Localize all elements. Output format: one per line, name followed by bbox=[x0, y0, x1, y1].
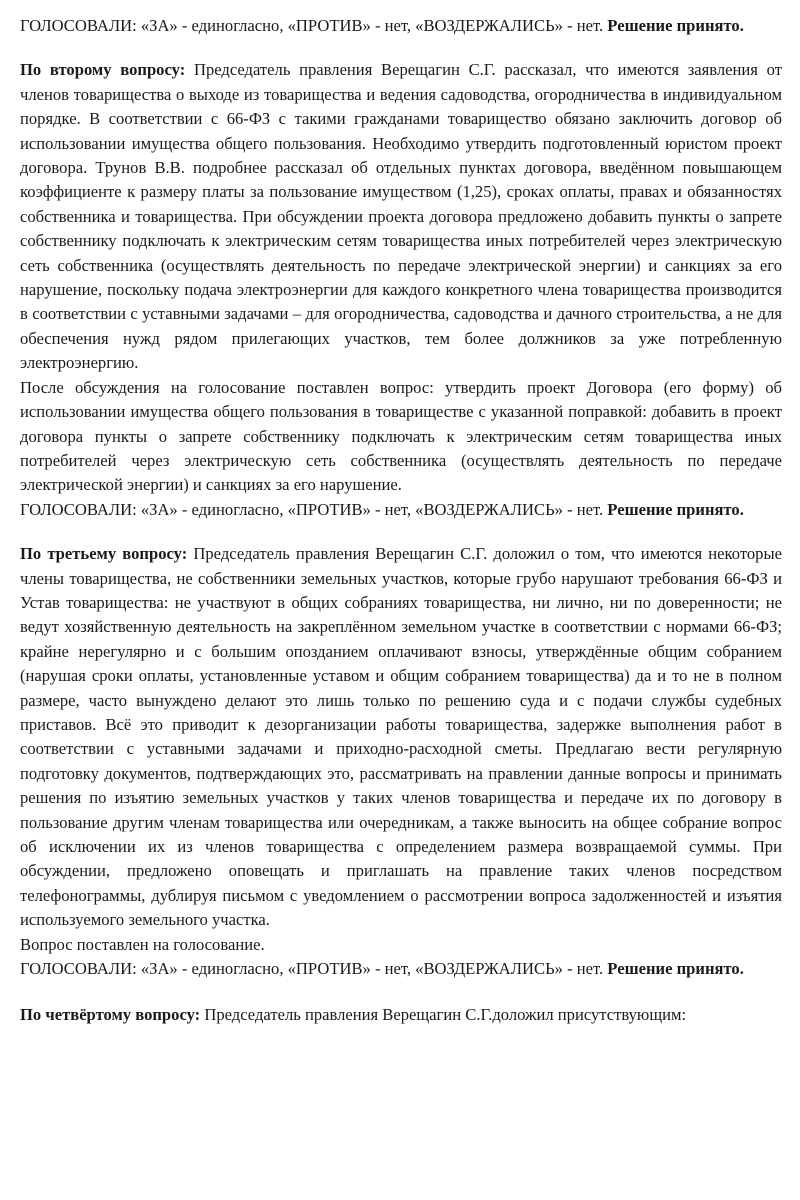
question-3-paragraph bbox=[20, 542, 782, 933]
question-3-vote-call: Вопрос поставлен на голосование. bbox=[20, 934, 265, 954]
decision-text: Решение принято. bbox=[607, 959, 744, 979]
question-3-body: Председатель правления Верещагин С.Г. доложил о том, что имеются некоторые члены товарищества, не собственники земельных участков, которые грубо нарушают требования 66-ФЗ и Устав товарищества: не участвуют в общих собраниях товарищества, ни лично, ни по доверенности; не ведут хозяйственную деятельность на закреплённом земельном участке в соответствии с нормами 66-ФЗ; крайне нерегулярно и с большим опозданием оплачивают взносы, утверждённые общим собранием (нарушая сроки оплаты, установленные уставом и общим собранием товарищества) да и то не в полном размере, часто вынуждено делают это лишь только по решению суда и с подачи службы судебных приставов. Всё это приводит к дезорганизации работы товарищества, задержке выполнения работ в соответствии с уставными задачами и приходно-расходной сметы. Предлагаю вести регулярную подготовку документов, подтверждающих это, рассматривать на правлении данные вопросы и принимать решения по изъятию земельных участков у таких членов товарищества и передаче их по договору в пользование другим членам товарищества или очередникам, а также выносить на общее собрание вопрос об исключении их из членов товарищества с определением размера возвращаемой суммы. При обсуждении, предложено оповещать и приглашать на правление таких членов посредством телефонограммы, дублируя письмом с уведомлением о рассмотрении вопроса задолженностей и изъятия используемого земельного участка. bbox=[20, 544, 782, 930]
vote-line-text: ГОЛОСОВАЛИ: «ЗА» - единогласно, «ПРОТИВ» - нет, «ВОЗДЕРЖАЛИСЬ» - нет. bbox=[20, 499, 604, 519]
question-2-paragraph bbox=[20, 58, 782, 375]
vote-line-text: ГОЛОСОВАЛИ: «ЗА» - единогласно, «ПРОТИВ» - нет, «ВОЗДЕРЖАЛИСЬ» - нет. bbox=[20, 959, 604, 979]
vote-result-q3 bbox=[20, 957, 782, 981]
question-3-heading: По третьему вопросу: bbox=[20, 544, 188, 564]
question-4-body: Председатель правления Верещагин С.Г.доложил присутствующим: bbox=[204, 1005, 687, 1025]
question-2-heading: По второму вопросу: bbox=[20, 60, 186, 80]
question-4-heading: По четвёртому вопросу: bbox=[20, 1005, 201, 1025]
question-2-body: Председатель правления Верещагин С.Г. рассказал, что имеются заявления от членов товарищества о выходе из товарищества и ведения садоводства, огородничества в индивидуальном порядке. В соответствии с 66-ФЗ с такими гражданами товарищество обязано заключить договор об использовании имущества общего пользования. Необходимо утвердить подготовленный юристом проект договора. Трунов В.В. подробнее рассказал об отдельных пунктах договора, введённом повышающем коэффициенте к размеру платы за пользование имуществом (1,25), сроках оплаты, правах и обязанностях собственника и товарищества. При обсуждении проекта договора предложено добавить пункты о запрете собственнику подключать к электрическим сетям товарищества иных потребителей через электрическую сеть собственника (осуществлять деятельность по передаче электрической энергии) и санкциях за его нарушение, поскольку подача электроэнергии для каждого конкретного члена товарищества производится в соответствии с уставными задачами – для огородничества, садоводства и дачного строительства, а не для обеспечения нужд рядом прилегающих участков, тем более должников за уже потребленную электроэнергию. bbox=[20, 60, 782, 373]
decision-text: Решение принято. bbox=[607, 499, 744, 519]
vote-result-q1 bbox=[20, 14, 782, 38]
question-2-proposal: После обсуждения на голосование поставлен вопрос: утвердить проект Договора (его форму) об использовании имущества общего пользования в товариществе с указанной поправкой: добавить в проект договора пункты о запрете собственнику подключать к электрическим сетям товарищества иных потребителей через электрическую сеть собственника (осуществлять деятельность по передаче электрической энергии) и санкциях за его нарушение. bbox=[20, 377, 782, 495]
question-4-paragraph bbox=[20, 1003, 782, 1027]
vote-result-q2 bbox=[20, 498, 782, 522]
decision-text: Решение принято. bbox=[607, 16, 744, 35]
vote-line-text: ГОЛОСОВАЛИ: «ЗА» - единогласно, «ПРОТИВ» - нет, «ВОЗДЕРЖАЛИСЬ» - нет. bbox=[20, 16, 604, 35]
